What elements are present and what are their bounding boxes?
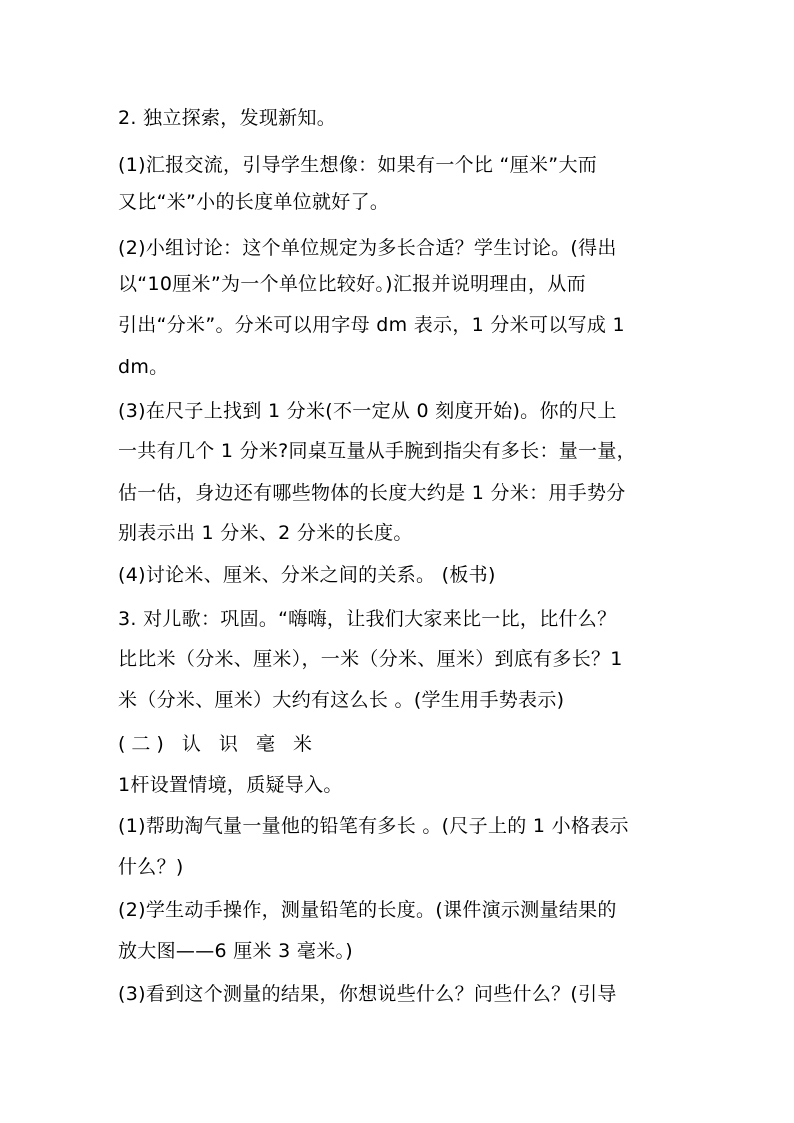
text-line: (2)学生动手操作，测量铅笔的长度。(课件演示测量结果的 [118,899,617,921]
text-line: 2. 独立探索，发现新知。 [118,107,337,129]
text-line: (3)在尺子上找到 1 分米(不一定从 0 刻度开始)。你的尺上 [118,400,617,422]
section-heading: (二) 认 识 毫 米 [118,733,318,755]
text-line: (1)帮助淘气量一量他的铅笔有多长 。(尺子上的 1 小格表示 [118,815,629,837]
text-line: 以“10厘米”为一个单位比较好。)汇报并说明理由，从而 [118,273,586,295]
text-line: (1)汇报交流，引导学生想像：如果有一个比 “厘米”大而 [118,154,598,176]
text-line: 引出“分米”。分米可以用字母 dm 表示，1 分米可以写成 1 [118,314,625,336]
text-line: 什么？) [118,856,184,878]
text-line: 又比“米”小的长度单位就好了。 [118,191,390,213]
text-line: dm。 [118,356,169,378]
text-line: (2)小组讨论：这个单位规定为多长合适？学生讨论。(得出 [118,237,617,259]
text-line: 放大图——6 厘米 3 毫米。) [118,940,354,962]
text-line: 1杆设置情境，质疑导入。 [118,774,343,796]
text-line: 一共有几个 1 分米?同桌互量从手腕到指尖有多长：量一量， [118,440,636,462]
text-line: (4)讨论米、厘米、分米之间的关系。 (板书) [118,564,496,586]
text-line: 估一估，身边还有哪些物体的长度大约是 1 分米：用手势分 [118,482,626,504]
text-line: 比比米（分米、厘米），一米（分米、厘米）到底有多长？1 [118,648,623,670]
text-line: (3)看到这个测量的结果，你想说些什么？问些什么？(引导 [118,983,617,1005]
text-line: 3. 对儿歌：巩固。“嗨嗨，让我们大家来比一比，比什么？ [118,608,617,630]
text-line: 别表示出 1 分米、2 分米的长度。 [118,522,413,544]
text-line: 米（分米、厘米）大约有这么长 。(学生用手势表示) [118,689,565,711]
